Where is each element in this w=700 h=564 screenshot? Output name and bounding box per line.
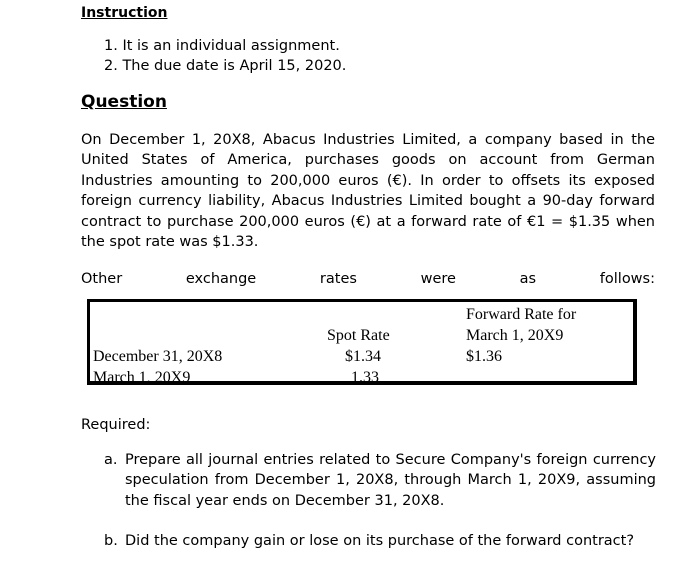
table-row-date: December 31, 20X8: [93, 348, 223, 365]
list-item: 1. It is an individual assignment.: [104, 38, 340, 54]
forward-rate-header: Forward Rate for: [466, 306, 577, 323]
forward-rate-header-date: March 1, 20X9: [466, 327, 564, 344]
instruction-list: [104, 36, 346, 76]
rates-intro-word: were: [420, 271, 456, 287]
rates-intro-word: as: [519, 271, 537, 287]
requirement-text: Did the company gain or lose on its purchase of the forward contract?: [125, 533, 635, 549]
instruction-heading: Instruction: [81, 5, 168, 21]
requirement-text: Prepare all journal entries related to Secure Company's foreign currency speculation from December 1, 20X8, through March 1, 20X9, assuming the fiscal year ends on December 31, 20X8.: [125, 452, 656, 509]
spot-rate-header: Spot Rate: [327, 327, 390, 344]
table-row-spot: $1.34: [345, 348, 381, 365]
requirement-marker: b.: [104, 533, 118, 549]
required-label: Required:: [81, 417, 151, 433]
requirement-marker: a.: [104, 452, 118, 468]
rates-intro-line: [81, 271, 655, 287]
table-row-forward: $1.36: [466, 348, 502, 365]
rates-intro-word: Other: [81, 271, 123, 287]
list-item: 2. The due date is April 15, 2020.: [104, 58, 347, 74]
table-row-spot: 1.33: [351, 369, 379, 386]
requirement-item: [104, 450, 656, 511]
question-paragraph: On December 1, 20X8, Abacus Industries Limited, a company based in the United States of America, purchases goods on account from German Industries amounting to 200,000 euros (€). In order to offsets its exposed foreign currency liability, Abacus Industries Limited bought a 90-day forward contract to purchase 200,000 euros (€) at a forward rate of €1 = $1.35 when the spot rate was $1.33.: [81, 132, 655, 251]
rates-intro-word: follows:: [599, 271, 655, 287]
rates-intro-word: rates: [319, 271, 357, 287]
table-row-date: March 1, 20X9: [93, 369, 191, 386]
requirement-item: [104, 531, 656, 551]
exchange-rate-table: [87, 299, 637, 385]
rates-intro-word: exchange: [185, 271, 257, 287]
question-heading: Question: [81, 92, 167, 112]
